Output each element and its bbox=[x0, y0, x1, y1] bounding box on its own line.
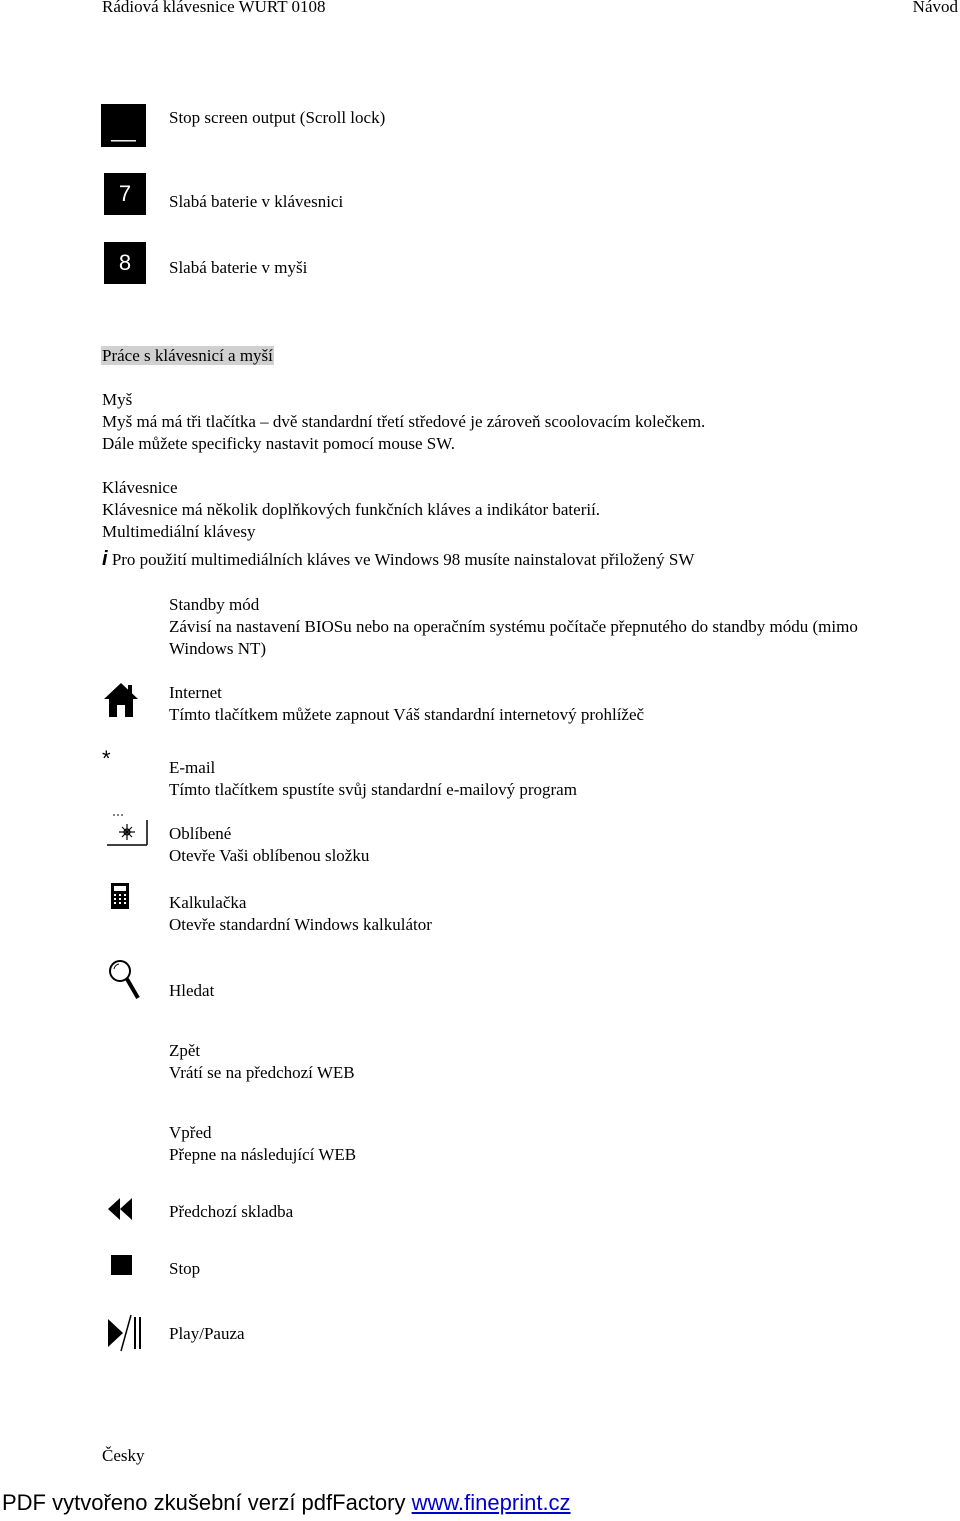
favorites-icon bbox=[105, 812, 149, 848]
calculator-title: Kalkulačka bbox=[169, 893, 247, 912]
play-pause-title: Play/Pauza bbox=[169, 1324, 245, 1343]
battery-keyboard-key: 7 bbox=[104, 173, 146, 215]
mouse-desc-2: Dále můžete specificky nastavit pomocí mouse SW. bbox=[102, 434, 455, 453]
indicator-scroll-lock-text: Stop screen output (Scroll lock) bbox=[169, 108, 386, 127]
internet-title: Internet bbox=[169, 683, 222, 702]
play-pause-icon bbox=[107, 1313, 145, 1353]
indicator-keyboard-battery-text: Slabá baterie v klávesnici bbox=[169, 192, 344, 211]
back-desc: Vrátí se na předchozí WEB bbox=[169, 1063, 355, 1082]
forward-desc: Přepne na následující WEB bbox=[169, 1145, 357, 1164]
favorites-desc: Otevře Vaši oblíbenou složku bbox=[169, 846, 370, 865]
previous-track-title: Předchozí skladba bbox=[169, 1202, 294, 1221]
forward-title: Vpřed bbox=[169, 1123, 212, 1142]
email-desc: Tímto tlačítkem spustíte svůj standardní e-mailový program bbox=[169, 780, 577, 799]
search-title: Hledat bbox=[169, 981, 215, 1000]
section-heading: Práce s klávesnicí a myší bbox=[102, 346, 273, 365]
favorites-title: Oblíbené bbox=[169, 824, 232, 843]
stop-icon bbox=[111, 1255, 132, 1275]
document-title: Rádiová klávesnice WURT 0108 bbox=[102, 0, 326, 16]
battery-mouse-key: 8 bbox=[104, 242, 146, 284]
multimedia-note: i Pro použití multimediálních kláves ve Windows 98 musíte nainstalovat přiložený SW bbox=[102, 548, 695, 570]
mouse-desc-1: Myš má má tři tlačítka – dvě standardní třetí středové je zároveň scoolovacím kolečkem. bbox=[102, 412, 706, 431]
standby-title: Standby mód bbox=[169, 595, 260, 614]
pdf-footer bbox=[2, 1490, 571, 1516]
info-icon: i bbox=[102, 548, 108, 570]
rewind-icon bbox=[107, 1197, 133, 1221]
standby-desc-2: Windows NT) bbox=[169, 639, 267, 658]
stop-title: Stop bbox=[169, 1259, 201, 1278]
indicator-mouse-battery-text: Slabá baterie v myši bbox=[169, 258, 308, 277]
standby-desc: Závisí na nastavení BIOSu nebo na operačním systému počítače přepnutého do standby módu (mimo bbox=[169, 617, 858, 636]
email-title: E-mail bbox=[169, 758, 216, 777]
footer-link[interactable]: www.fineprint.cz bbox=[411, 1490, 571, 1515]
moon-icon bbox=[106, 606, 134, 634]
footer-text: PDF vytvořeno zkušební verzí pdfFactory bbox=[2, 1490, 412, 1515]
scroll-lock-key: __ bbox=[101, 104, 146, 147]
magnifier-icon bbox=[107, 958, 141, 1000]
mouse-heading: Myš bbox=[102, 390, 133, 409]
asterisk-icon: * bbox=[102, 746, 111, 771]
calculator-icon bbox=[110, 882, 130, 910]
multimedia-heading: Multimediální klávesy bbox=[102, 522, 256, 541]
home-icon bbox=[102, 681, 140, 719]
calculator-desc: Otevře standardní Windows kalkulátor bbox=[169, 915, 432, 934]
language-label: Česky bbox=[102, 1446, 145, 1465]
back-title: Zpět bbox=[169, 1041, 201, 1060]
document-type: Návod bbox=[912, 0, 958, 16]
internet-desc: Tímto tlačítkem můžete zapnout Váš standardní internetový prohlížeč bbox=[169, 705, 645, 724]
keyboard-desc: Klávesnice má několik doplňkových funkčních kláves a indikátor baterií. bbox=[102, 500, 601, 519]
keyboard-heading: Klávesnice bbox=[102, 478, 178, 497]
